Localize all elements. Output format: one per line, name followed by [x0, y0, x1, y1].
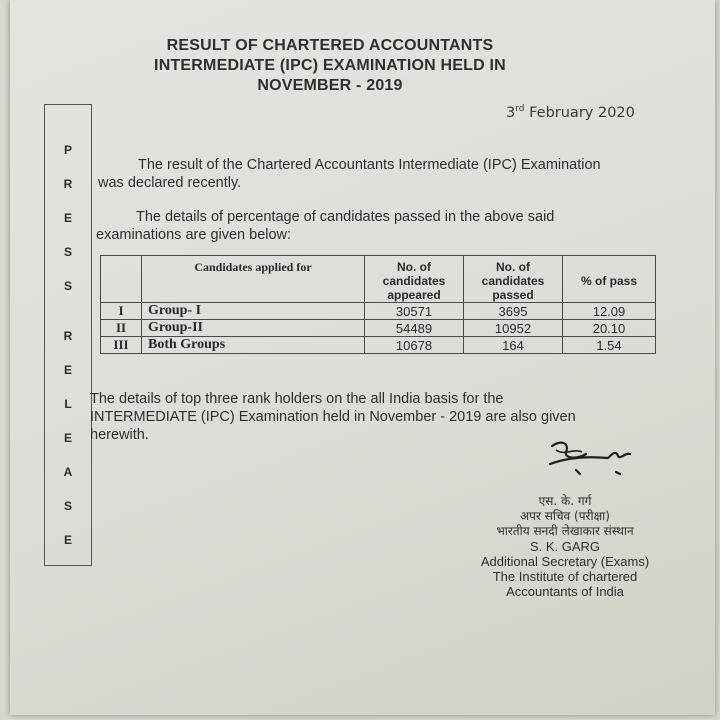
row-passed: 10952	[464, 320, 563, 337]
title-line-3: NOVEMBER - 2019	[257, 77, 403, 94]
title-line-1: RESULT OF CHARTERED ACCOUNTANTS	[166, 37, 494, 54]
signatory-org-line: The Institute of chartered	[492, 569, 638, 584]
sidebar-letter: L	[64, 397, 72, 411]
header-text: passed	[492, 288, 534, 302]
paragraph-line: examinations are given below:	[96, 227, 292, 243]
paragraph-line: The details of top three rank holders on the all India basis for the	[90, 391, 504, 407]
sidebar-letter: A	[63, 465, 73, 479]
sidebar-letter: R	[63, 329, 73, 343]
row-group: Both Groups	[142, 337, 365, 354]
row-index: III	[101, 337, 142, 354]
header-text: No. of	[397, 260, 431, 274]
paragraph-line: INTERMEDIATE (IPC) Examination held in November - 2019 are also given	[90, 409, 576, 425]
details-paragraph	[96, 208, 654, 244]
row-passed: 164	[464, 337, 563, 354]
result-paragraph	[98, 156, 654, 192]
sidebar-letter: E	[63, 211, 72, 225]
signatory-name: S. K. GARG	[529, 539, 601, 554]
table-row	[101, 337, 656, 354]
row-percent: 20.10	[563, 320, 656, 337]
row-index: II	[101, 320, 142, 337]
sidebar-letter: R	[63, 177, 73, 191]
sidebar-letter: S	[63, 245, 72, 259]
paragraph-line: The result of the Chartered Accountants Intermediate (IPC) Examination	[138, 157, 601, 173]
signatory-hindi-name: एस. के. गर्ग	[538, 494, 592, 508]
press-release-page	[10, 0, 715, 715]
date-suffix: rd	[515, 104, 525, 114]
signatory-hindi-org: भारतीय सनदी लेखाकार संस्थान	[496, 524, 634, 538]
paragraph-line: The details of percentage of candidates passed in the above said	[136, 209, 555, 225]
signatory-org-line: Accountants of India	[506, 584, 624, 599]
sidebar-letter: S	[63, 279, 72, 293]
table-row	[101, 303, 656, 320]
row-appeared: 10678	[365, 337, 464, 354]
row-appeared: 30571	[365, 303, 464, 320]
header-index	[101, 256, 142, 303]
pass-percentage-table	[100, 255, 656, 354]
row-percent: 12.09	[563, 303, 656, 320]
row-index: I	[101, 303, 142, 320]
table-row	[101, 320, 656, 337]
row-group: Group- I	[142, 303, 365, 320]
sidebar-letter: E	[63, 431, 72, 445]
header-text: candidates	[481, 274, 545, 288]
sidebar-letter: P	[63, 143, 72, 157]
signatory-block	[470, 494, 660, 599]
row-passed: 3695	[464, 303, 563, 320]
table-header-row	[101, 256, 656, 303]
release-date	[506, 104, 635, 121]
header-appeared	[365, 256, 464, 303]
sidebar-letter: E	[63, 533, 72, 547]
sidebar-letter: S	[63, 499, 72, 513]
signatory-designation: Additional Secretary (Exams)	[480, 554, 650, 569]
title-line-2: INTERMEDIATE (IPC) EXAMINATION HELD IN	[154, 57, 506, 74]
signatory-hindi-designation: अपर सचिव (परीक्षा)	[520, 509, 610, 523]
header-candidates: Candidates applied for	[142, 256, 365, 303]
document-title	[110, 36, 550, 96]
date-day: 3	[506, 104, 516, 121]
row-group: Group-II	[142, 320, 365, 337]
header-text: candidates	[382, 274, 446, 288]
handwritten-signature	[546, 436, 636, 484]
header-text: No. of	[496, 260, 530, 274]
row-percent: 1.54	[563, 337, 656, 354]
press-release-sidebar	[44, 104, 92, 566]
header-passed	[464, 256, 563, 303]
header-text: appeared	[387, 288, 441, 302]
date-month-year: February 2020	[524, 104, 635, 121]
sidebar-letter: E	[63, 363, 72, 377]
paragraph-line: herewith.	[90, 427, 149, 443]
paragraph-line: was declared recently.	[98, 175, 242, 191]
header-percent: % of pass	[563, 256, 656, 303]
row-appeared: 54489	[365, 320, 464, 337]
